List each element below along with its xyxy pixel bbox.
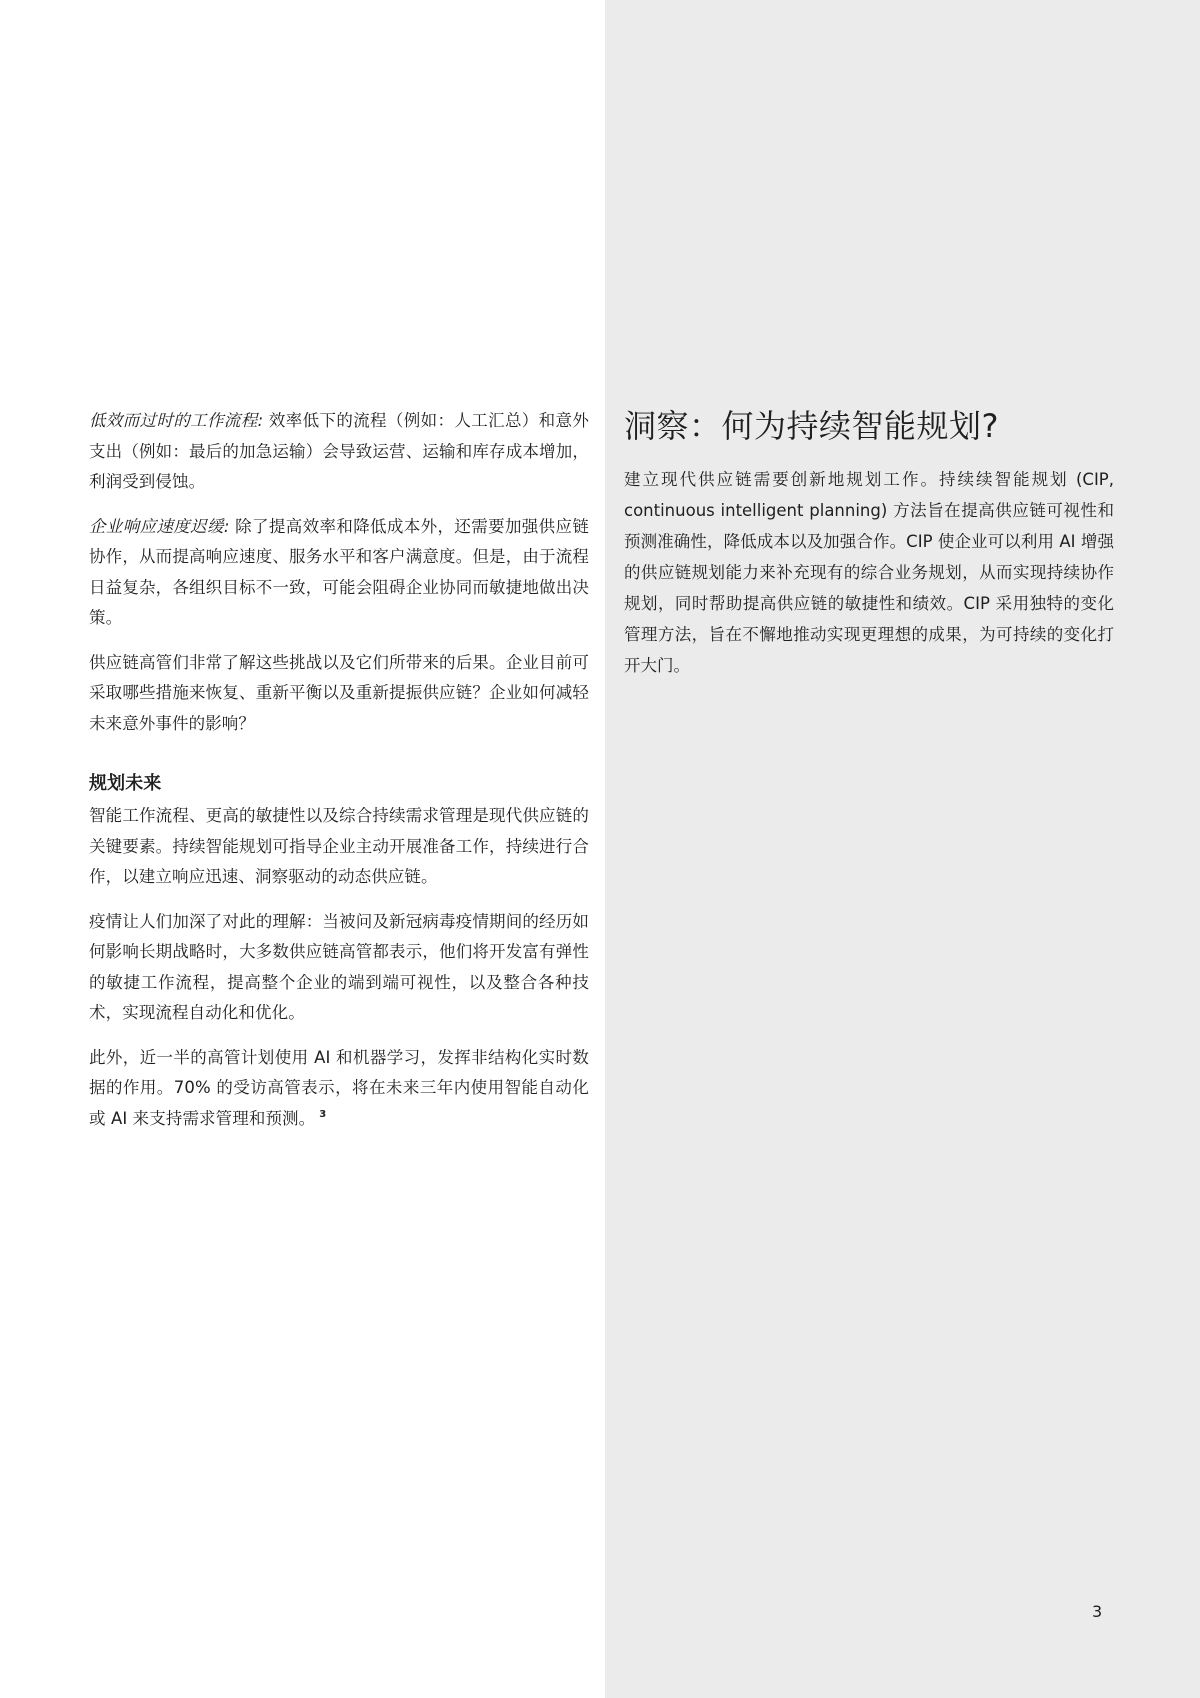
paragraph-slow-response: [89, 512, 589, 634]
paragraph-executive-questions: 供应链高管们非常了解这些挑战以及它们所带来的后果。企业目前可采取哪些措施来恢复、重新平衡以及重新提振供应链？企业如何减轻未来意外事件的影响？: [89, 652, 589, 733]
section-heading: 规划未来: [89, 773, 162, 794]
paragraph-inefficient-workflows: [89, 406, 589, 498]
paragraph-text: 此外，近一半的高管计划使用 AI 和机器学习，发挥非结构化实时数据的作用。70% 的受访高管表示，将在未来三年内使用智能自动化或 AI 来支持需求管理和预测。: [89, 1047, 589, 1128]
paragraph-text: 效率低下的流程（例如：人工汇总）和意外支出（例如：最后的加急运输）会导致运营、运输和库存成本增加，利润受到侵蚀。: [89, 411, 589, 491]
paragraph-lead: 企业响应速度迟缓:: [89, 516, 230, 536]
insight-column: [624, 404, 1114, 681]
paragraph-text: 除了提高效率和降低成本外，还需要加强供应链协作，从而提高响应速度、服务水平和客户满意度。但是，由于流程日益复杂，各组织目标不一致，可能会阻碍企业协同而敏捷地做出决策。: [89, 516, 589, 627]
insight-body: 建立现代供应链需要创新地规划工作。持续续智能规划 (CIP, continuous intelligent planning) 方法旨在提高供应链可视性和预测准确性，降低成本以及加强合作。CIP 使企业可以利用 AI 增强的供应链规划能力来补充现有的综合业务规划，从而实现持续协作规划，同时帮助提高供应链的敏捷性和绩效。CIP 采用独特的变化管理方法，旨在不懈地推动实现更理想的成果，为可持续的变化打开大门。: [624, 470, 1114, 675]
main-text-column: [89, 406, 589, 1148]
page-number: 3: [1092, 1602, 1103, 1621]
paragraph-planning-future: 智能工作流程、更高的敏捷性以及综合持续需求管理是现代供应链的关键要素。持续智能规划可指导企业主动开展准备工作，持续进行合作，以建立响应迅速、洞察驱动的动态供应链。: [89, 806, 589, 886]
paragraph-lead: 低效而过时的工作流程:: [89, 411, 264, 430]
insight-sidebar-panel: [605, 0, 1200, 1698]
paragraph-ai-adoption: [89, 1043, 589, 1135]
footnote-marker[interactable]: 3: [319, 1109, 327, 1120]
insight-title: 洞察：何为持续智能规划?: [624, 407, 999, 445]
paragraph-pandemic: 疫情让人们加深了对此的理解：当被问及新冠病毒疫情期间的经历如何影响长期战略时，大多数供应链高管都表示，他们将开发富有弹性的敏捷工作流程，提高整个企业的端到端可视性，以及整合各种技术，实现流程自动化和优化。: [89, 911, 589, 1022]
